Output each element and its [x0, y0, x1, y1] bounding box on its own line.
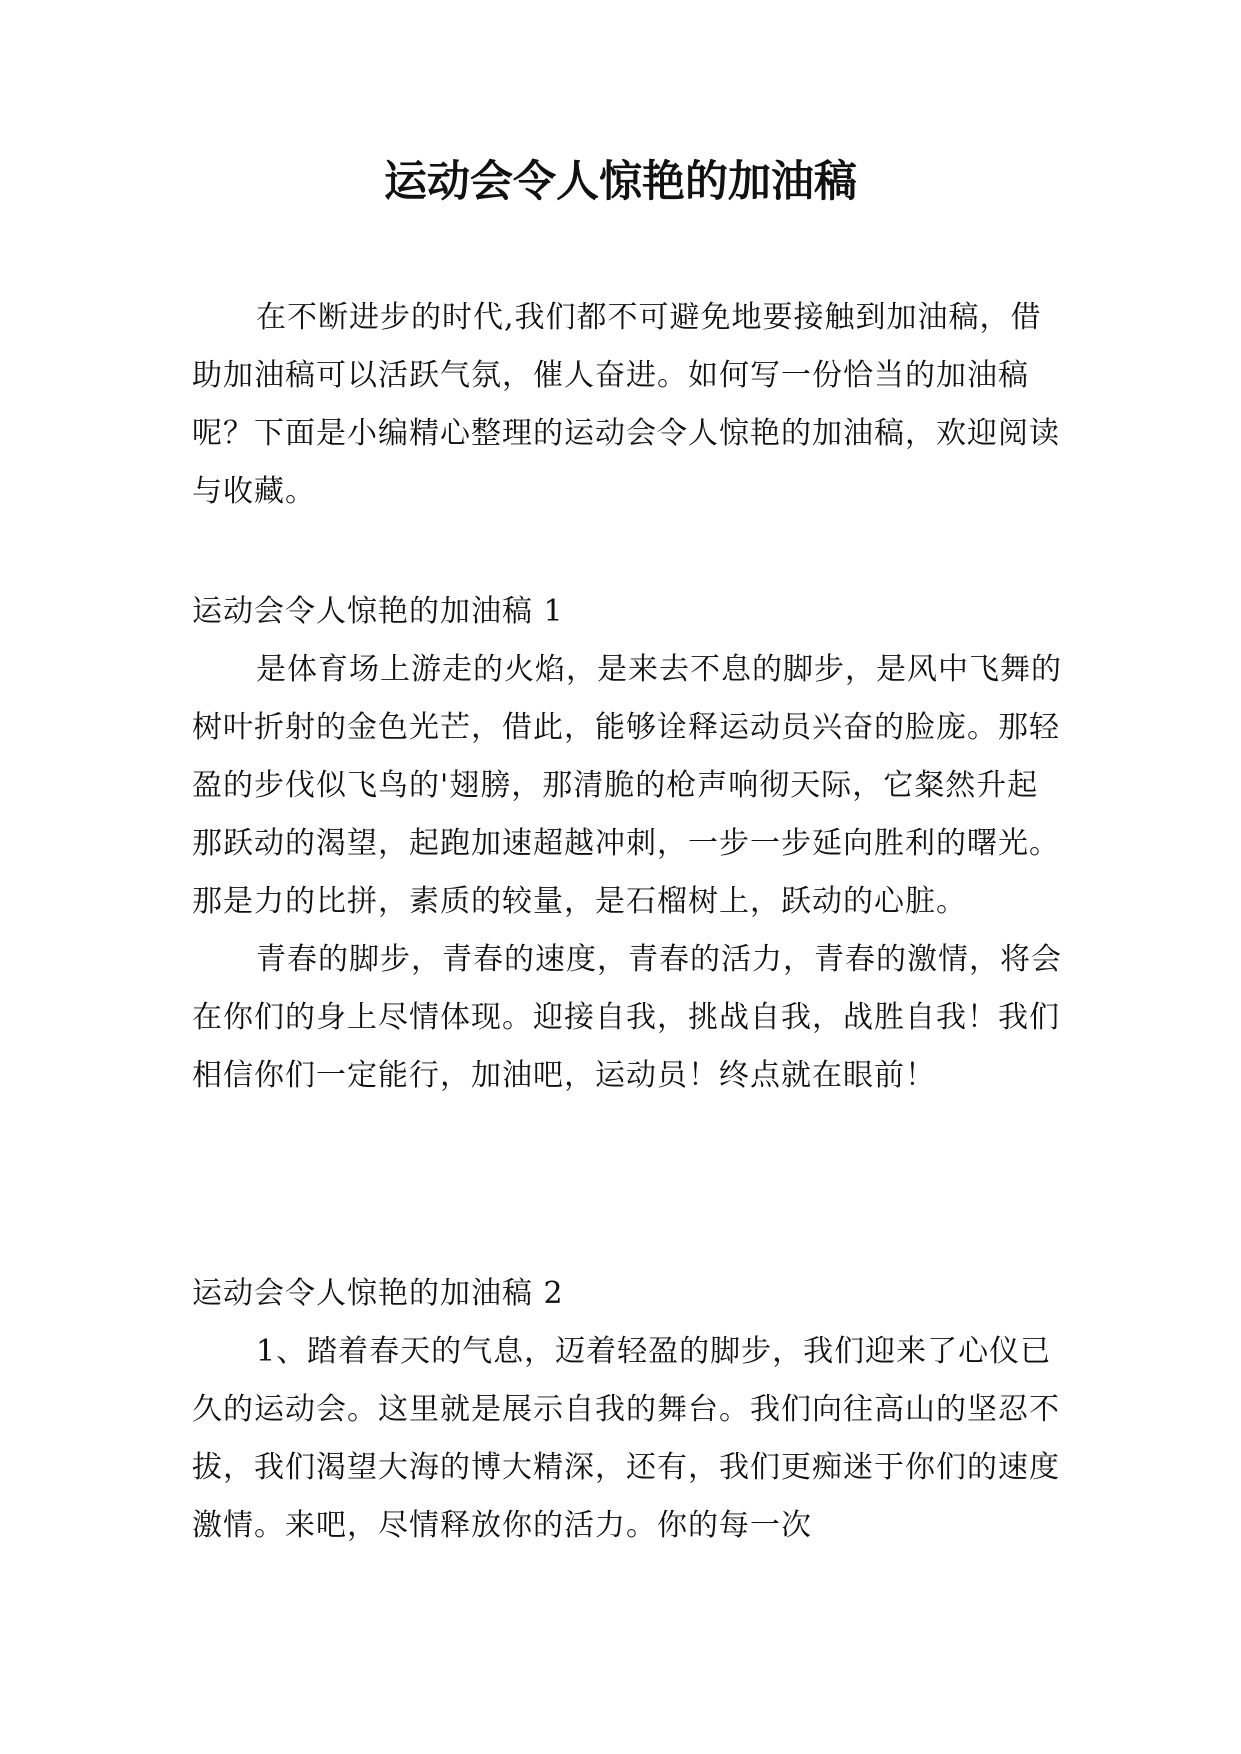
section-heading: 运动会令人惊艳的加油稿 1: [192, 594, 564, 629]
section-heading: 运动会令人惊艳的加油稿 2: [192, 1276, 564, 1311]
section-2: [192, 1265, 1062, 1555]
section-paragraph: 青春的脚步，青春的速度，青春的活力，青春的激情，将会在你们的身上尽情体现。迎接自我，挑战自我，战胜自我！我们相信你们一定能行，加油吧，运动员！终点就在眼前！: [192, 942, 1062, 1093]
intro-paragraph: 在不断进步的时代,我们都不可避免地要接触到加油稿，借助加油稿可以活跃气氛，催人奋进。如何写一份恰当的加油稿呢？下面是小编精心整理的运动会令人惊艳的加油稿，欢迎阅读与收藏。: [192, 300, 1060, 509]
section-paragraph: 1、踏着春天的气息，迈着轻盈的脚步，我们迎来了心仪已久的运动会。这里就是展示自我的舞台。我们向往高山的坚忍不拔，我们渴望大海的博大精深，还有，我们更痴迷于你们的速度激情。来吧，尽情释放你的活力。你的每一次: [192, 1334, 1060, 1543]
section-1: [192, 583, 1062, 1105]
document-title: 运动会令人惊艳的加油稿: [384, 157, 857, 207]
section-paragraph: 是体育场上游走的火焰，是来去不息的脚步，是风中飞舞的树叶折射的金色光芒，借此，能够诠释运动员兴奋的脸庞。那轻盈的步伐似飞鸟的'翅膀，那清脆的枪声响彻天际，它粲然升起那跃动的渴望，起跑加速超越冲刺，一步一步延向胜利的曙光。那是力的比拼，素质的较量，是石榴树上，跃动的心脏。: [192, 652, 1062, 919]
intro-section: [192, 289, 1062, 521]
